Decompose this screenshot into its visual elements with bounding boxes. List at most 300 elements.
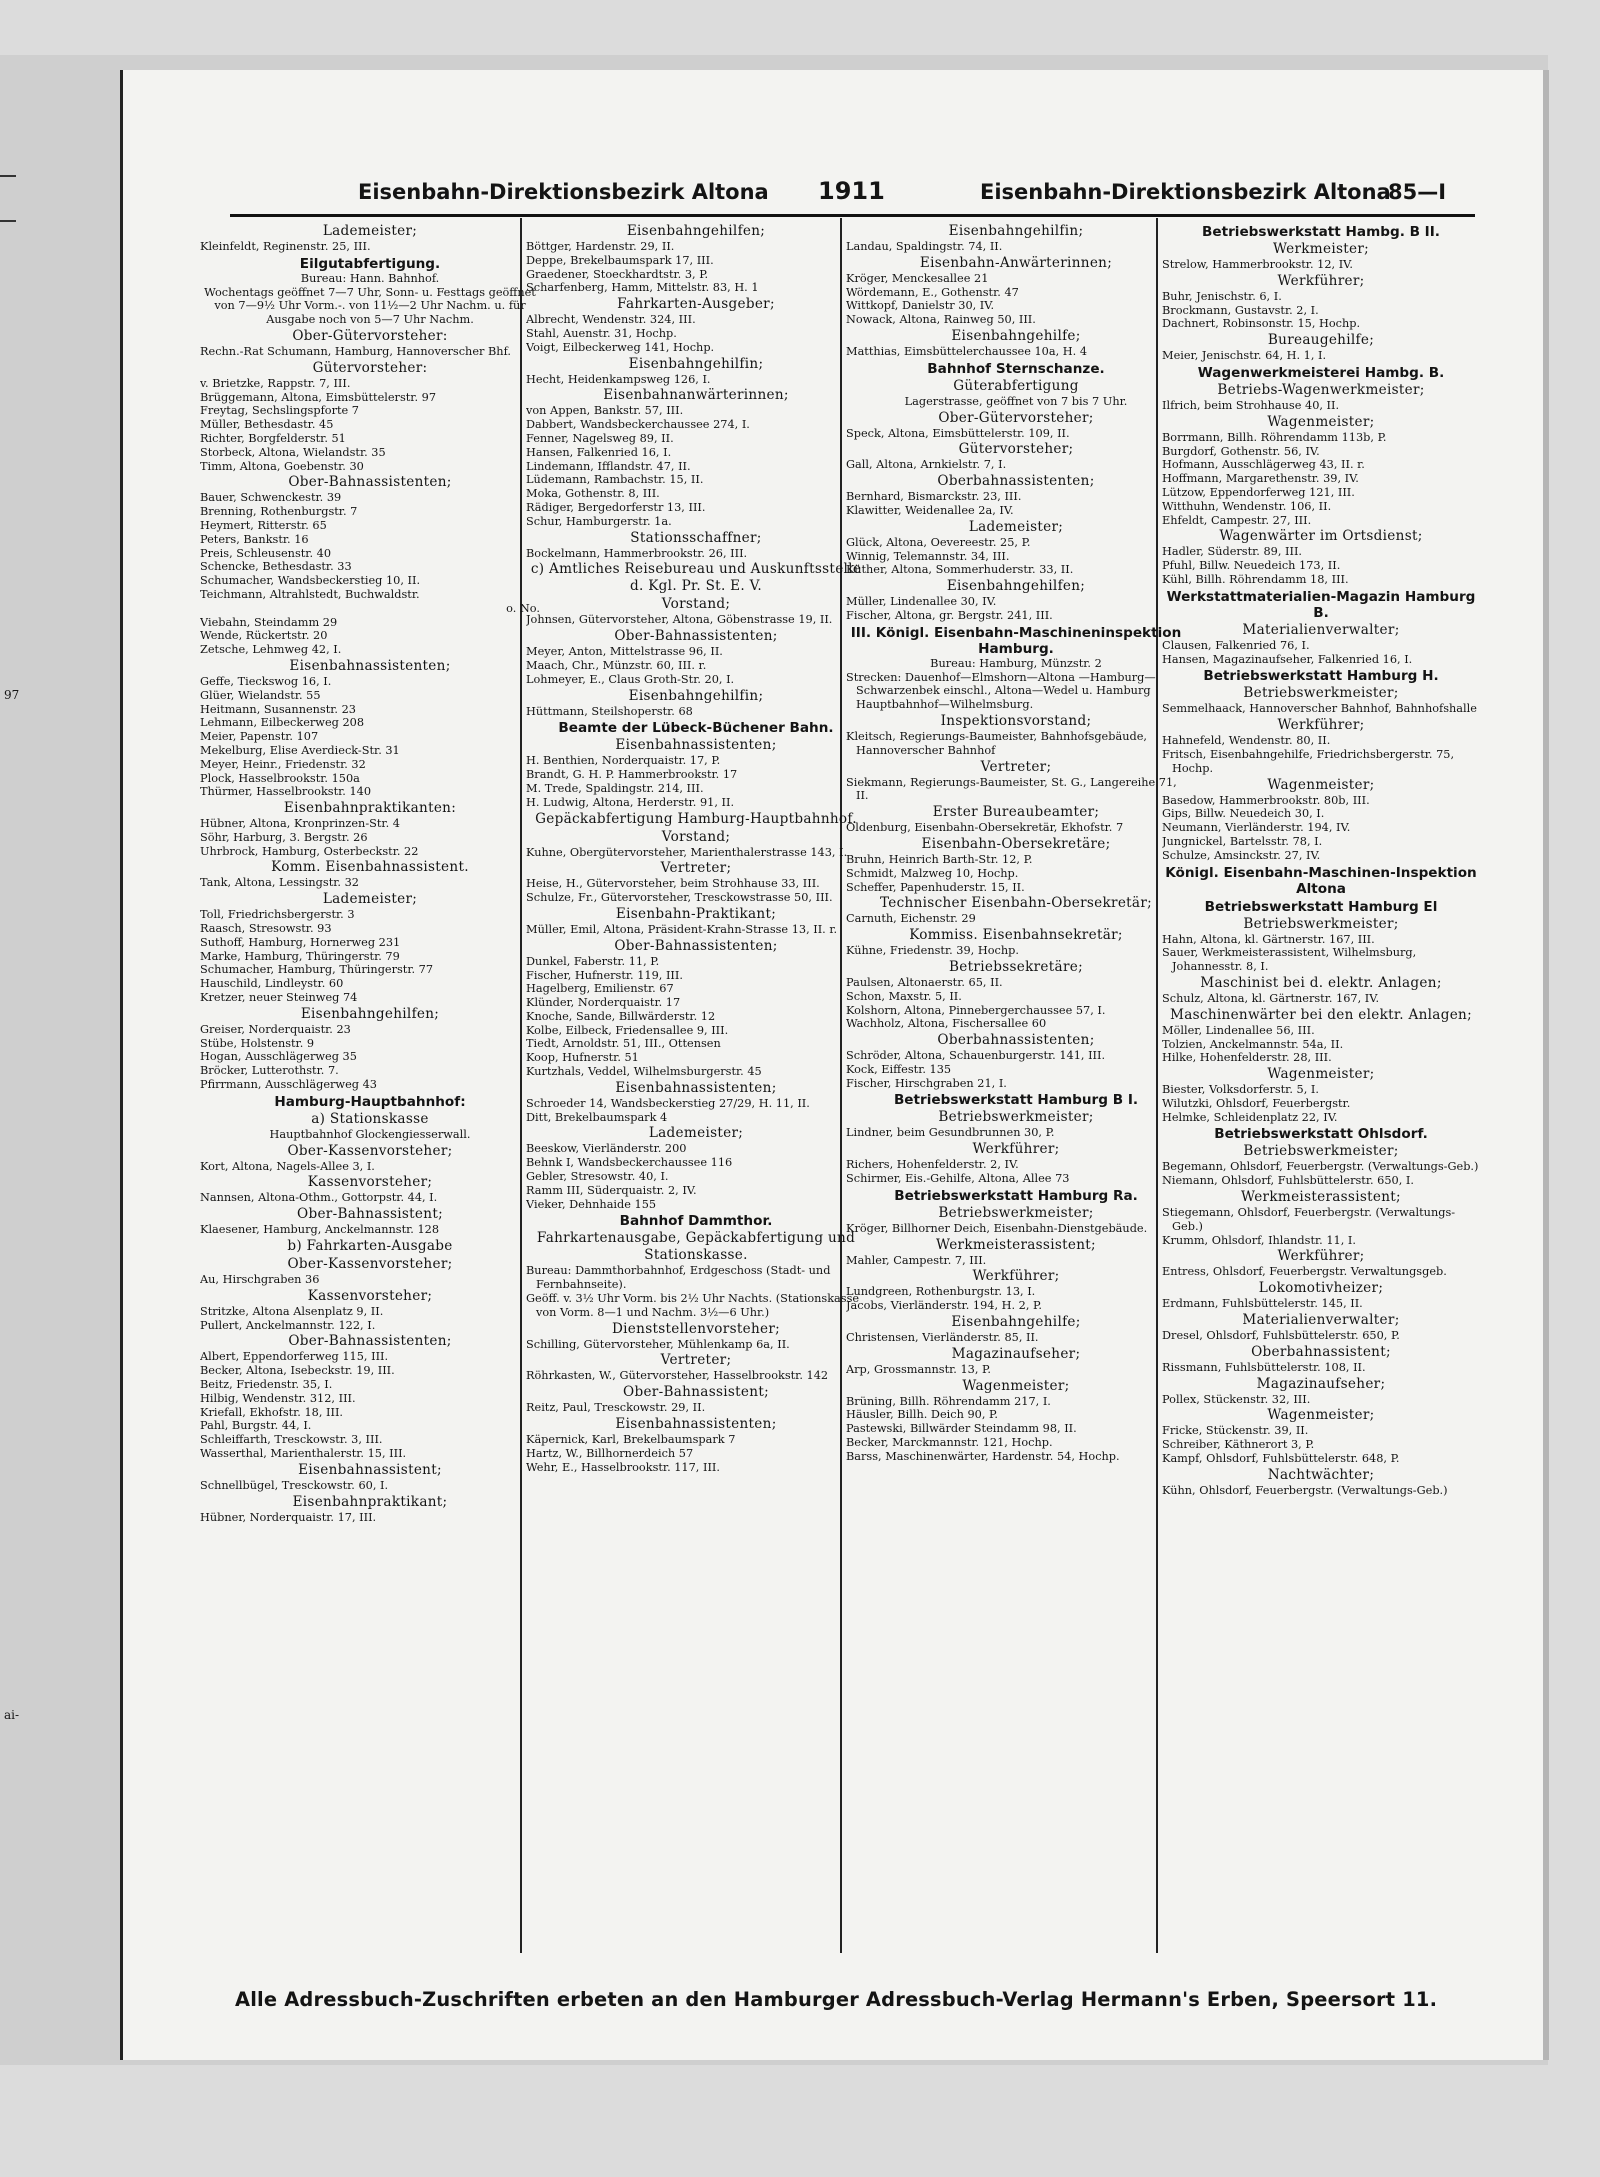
directory-entry: Kock, Eiffestr. 135 xyxy=(846,1062,952,1076)
directory-entry: Basedow, Hammerbrookstr. 80b, III. xyxy=(1162,793,1370,807)
directory-entry: Kühne, Friedenstr. 39, Hochp. xyxy=(846,944,1019,958)
directory-entry: Hahn, Altona, kl. Gärtnerstr. 167, III. xyxy=(1162,932,1375,946)
section-heading: Oberbahnassistent; xyxy=(1251,1343,1391,1360)
directory-entry: Pastewski, Billwärder Steindamm 98, II. xyxy=(846,1422,1077,1436)
section-heading: Betriebssekretäre; xyxy=(949,958,1083,975)
directory-entry: Entress, Ohlsdorf, Feuerbergstr. Verwaltungsgeb. xyxy=(1162,1265,1447,1279)
directory-entry: Glüer, Wielandstr. 55 xyxy=(200,688,321,702)
directory-entry: Lehmann, Eilbeckerweg 208 xyxy=(200,716,365,730)
directory-entry: Sauer, Werkmeisterassistent, Wilhelmsburg, Johannesstr. 8, I. xyxy=(1162,946,1417,974)
directory-entry: Marke, Hamburg, Thüringerstr. 79 xyxy=(200,949,400,963)
directory-entry: Geffe, Tieckswog 16, I. xyxy=(200,674,332,688)
section-heading: Eisenbahn-Obersekretäre; xyxy=(921,835,1111,852)
directory-entry: Strelow, Hammerbrookstr. 12, IV. xyxy=(1162,258,1353,271)
section-heading: Werkmeisterassistent; xyxy=(1241,1189,1401,1206)
directory-entry: Schulze, Fr., Gütervorsteher, Tresckowstrasse 50, III. xyxy=(526,891,833,905)
directory-entry: Jacobs, Vierländerstr. 194, H. 2, P. xyxy=(846,1299,1042,1313)
section-heading: Werkmeisterassistent; xyxy=(936,1236,1096,1253)
bold-section-heading: Betriebswerkstatt Hamburg B I. xyxy=(893,1092,1139,1109)
section-heading: Eisenbahnanwärterinnen; xyxy=(603,387,789,404)
directory-entry: Schleiffarth, Tresckowstr. 3, III. xyxy=(200,1433,383,1447)
directory-entry: Oldenburg, Eisenbahn-Obersekretär, Ekhofstr. 7 xyxy=(846,821,1124,835)
directory-entry: Kolbe, Eilbeck, Friedensallee 9, III. xyxy=(526,1023,729,1037)
directory-entry: Rädiger, Bergedorferstr 13, III. xyxy=(526,500,706,514)
directory-entry: Schröder, Altona, Schauenburgerstr. 141, III. xyxy=(846,1049,1106,1063)
bold-section-heading: Werkstattmaterialien-Magazin Hamburg B. xyxy=(1166,588,1476,621)
section-heading: Eisenbahngehilfen; xyxy=(626,223,766,239)
directory-entry: Albert, Eppendorferweg 115, III. xyxy=(200,1350,389,1364)
section-heading: Güterabfertigung xyxy=(953,377,1079,394)
directory-entry: Peters, Bankstr. 16 xyxy=(200,532,309,546)
directory-entry: Maach, Chr., Münzstr. 60, III. r. xyxy=(526,658,707,672)
directory-entry: Pahl, Burgstr. 44, I. xyxy=(200,1419,312,1433)
directory-entry: Schroeder 14, Wandsbeckerstieg 27/29, H. 11, II. xyxy=(526,1096,810,1110)
section-heading: Lademeister; xyxy=(322,891,418,908)
directory-entry: Tolzien, Anckelmannstr. 54a, II. xyxy=(1162,1037,1344,1051)
directory-entry: Schulz, Altona, kl. Gärtnerstr. 167, IV. xyxy=(1162,991,1380,1005)
directory-entry: Storbeck, Altona, Wielandstr. 35 xyxy=(200,445,386,459)
directory-entry: Hüttmann, Steilshoperstr. 68 xyxy=(526,704,693,718)
directory-entry: Hübner, Altona, Kronprinzen-Str. 4 xyxy=(200,817,400,831)
column-3 xyxy=(846,222,1186,1952)
directory-entry: Johnsen, Gütervorsteher, Altona, Göbenstrasse 19, II. xyxy=(526,613,833,627)
directory-entry: Kort, Altona, Nagels-Allee 3, I. xyxy=(200,1159,375,1173)
directory-entry: Meyer, Heinr., Friedenstr. 32 xyxy=(200,757,366,771)
section-heading: Kommiss. Eisenbahnsekretär; xyxy=(909,927,1123,944)
directory-entry: Schur, Hamburgerstr. 1a. xyxy=(526,514,672,528)
section-heading: Erster Bureaubeamter; xyxy=(932,804,1100,821)
section-heading: Lademeister; xyxy=(968,518,1064,535)
directory-entry: Plock, Hasselbrookstr. 150a xyxy=(200,771,360,785)
directory-entry: Dunkel, Faberstr. 11, P. xyxy=(526,954,660,968)
section-heading: Wagenmeister; xyxy=(1267,1407,1375,1424)
directory-entry: Stiegemann, Ohlsdorf, Feuerbergstr. (Verwaltungs-Geb.) xyxy=(1162,1206,1456,1233)
directory-entry: Becker, Altona, Isebeckstr. 19, III. xyxy=(200,1364,395,1378)
section-heading: Eisenbahngehilfin; xyxy=(628,687,764,704)
section-heading: Vorstand; xyxy=(661,828,731,845)
bold-section-heading: Königl. Eisenbahn-Maschinen-Inspektion Altona xyxy=(1165,864,1477,897)
directory-entry: Fischer, Hufnerstr. 119, III. xyxy=(526,968,683,982)
directory-entry: Wehr, E., Hasselbrookstr. 117, III. xyxy=(526,1460,720,1474)
directory-entry: von Appen, Bankstr. 57, III. xyxy=(526,404,684,418)
section-heading: Kassenvorsteher; xyxy=(307,1287,433,1304)
directory-entry: Dresel, Ohlsdorf, Fuhlsbüttelerstr. 650, P. xyxy=(1162,1329,1400,1343)
section-heading: Dienststellenvorsteher; xyxy=(611,1320,781,1337)
directory-entry: Niemann, Ohlsdorf, Fuhlsbüttelerstr. 650, I. xyxy=(1162,1174,1414,1188)
directory-entry: Kretzer, neuer Steinweg 74 xyxy=(200,991,358,1005)
section-heading: Werkführer; xyxy=(972,1141,1060,1158)
section-heading: Eisenbahnassistent; xyxy=(298,1461,442,1478)
section-heading: Wagenmeister; xyxy=(1267,776,1375,793)
directory-entry: Semmelhaack, Hannoverscher Bahnhof, Bahnhofshalle xyxy=(1162,702,1477,716)
section-heading: Eisenbahngehilfin; xyxy=(948,223,1084,239)
directory-entry: Schulze, Amsinckstr. 27, IV. xyxy=(1162,848,1321,862)
directory-entry: Heymert, Ritterstr. 65 xyxy=(200,518,327,532)
directory-entry: Bureau: Dammthorbahnhof, Erdgeschoss (Stadt- und Fernbahnseite). xyxy=(526,1264,831,1292)
directory-entry: Schnellbügel, Tresckowstr. 60, I. xyxy=(200,1478,389,1492)
directory-entry: Richers, Hohenfelderstr. 2, IV. xyxy=(846,1158,1019,1172)
section-note: Wochentags geöffnet 7—7 Uhr, Sonn- u. Festtags geöffnet von 7—9½ Uhr Vorm.-. von 11½—2 Uhr Nachm. u. für Ausgabe noch von 5—7 Uhr Nachm. xyxy=(204,285,536,327)
directory-entry: Möller, Lindenallee 56, III. xyxy=(1162,1023,1315,1037)
directory-entry: Kleinfeldt, Reginenstr. 25, III. xyxy=(200,240,371,253)
section-heading: Ober-Bahnassistenten; xyxy=(614,937,778,954)
directory-entry: Schon, Maxstr. 5, II. xyxy=(846,989,962,1003)
section-heading: Eisenbahn-Praktikant; xyxy=(615,905,777,922)
column-4 xyxy=(1162,222,1480,1952)
section-heading: Magazinaufseher; xyxy=(951,1345,1081,1362)
directory-entry: Nannsen, Altona-Othm., Gottorpstr. 44, I. xyxy=(200,1191,438,1205)
directory-entry: Dachnert, Robinsonstr. 15, Hochp. xyxy=(1162,317,1361,331)
directory-entry: Mekelburg, Elise Averdieck-Str. 31 xyxy=(200,743,400,757)
directory-entry: Kröger, Billhorner Deich, Eisenbahn-Dienstgebäude. xyxy=(846,1221,1148,1235)
directory-entry: Freytag, Sechslingspforte 7 xyxy=(200,404,359,418)
directory-entry: Deppe, Brekelbaumspark 17, III. xyxy=(526,253,714,267)
section-heading: Gepäckabfertigung Hamburg-Hauptbahnhof. xyxy=(535,810,857,827)
directory-entry: Pfuhl, Billw. Neuedeich 173, II. xyxy=(1162,559,1341,573)
section-heading: Komm. Eisenbahnassistent. xyxy=(271,859,469,876)
section-heading: Stationsschaffner; xyxy=(630,529,762,546)
directory-entry: Siekmann, Regierungs-Baumeister, St. G., Langereihe 71, II. xyxy=(846,775,1177,803)
section-heading: Maschinenwärter bei den elektr. Anlagen; xyxy=(1170,1006,1472,1023)
directory-entry: Biester, Volksdorferstr. 5, I. xyxy=(1162,1083,1319,1097)
directory-entry: Dabbert, Wandsbeckerchaussee 274, I. xyxy=(526,418,750,432)
entry-continuation: o. No. xyxy=(506,601,540,615)
section-note: Lagerstrasse, geöffnet von 7 bis 7 Uhr. xyxy=(904,394,1128,408)
bold-section-heading: Hamburg-Hauptbahnhof: xyxy=(274,1093,466,1110)
directory-entry: Thürmer, Hasselbrookstr. 140 xyxy=(200,785,372,799)
bold-section-heading: Beamte der Lübeck-Büchener Bahn. xyxy=(558,720,834,737)
section-heading: Lademeister; xyxy=(648,1125,744,1142)
directory-entry: Fenner, Nagelsweg 89, II. xyxy=(526,431,674,445)
directory-entry: Scheffer, Papenhuderstr. 15, II. xyxy=(846,880,1025,894)
bold-section-heading: Betriebswerkstatt Hamburg El xyxy=(1204,898,1438,915)
directory-entry: Helmke, Schleidenplatz 22, IV. xyxy=(1162,1110,1338,1124)
directory-entry: Röhrkasten, W., Gütervorsteher, Hasselbrookstr. 142 xyxy=(526,1369,829,1383)
section-heading: Eisenbahngehilfe; xyxy=(951,1314,1081,1331)
directory-entry: Kriefall, Ekhofstr. 18, III. xyxy=(200,1405,344,1419)
directory-entry: Hilbig, Wendenstr. 312, III. xyxy=(200,1391,356,1405)
directory-entry: Zetsche, Lehmweg 42, I. xyxy=(200,643,342,657)
directory-entry: Schilling, Gütervorsteher, Mühlenkamp 6a, II. xyxy=(526,1337,790,1351)
section-heading: Werkführer; xyxy=(1277,1248,1365,1265)
directory-entry: Graedener, Stoeckhardtstr. 3, P. xyxy=(526,267,709,281)
directory-entry: Burgdorf, Gothenstr. 56, IV. xyxy=(1162,444,1320,458)
directory-entry: Wördemann, E., Gothenstr. 47 xyxy=(846,285,1019,299)
directory-entry: Gips, Billw. Neuedeich 30, I. xyxy=(1162,807,1325,821)
directory-entry: Buhr, Jenischstr. 6, I. xyxy=(1162,289,1282,303)
directory-entry: Ramm III, Süderquaistr. 2, IV. xyxy=(526,1183,697,1197)
directory-entry: Käpernick, Karl, Brekelbaumspark 7 xyxy=(526,1433,736,1447)
directory-entry: Bruhn, Heinrich Barth-Str. 12, P. xyxy=(846,852,1033,866)
directory-entry: Voigt, Eilbeckerweg 141, Hochp. xyxy=(526,340,715,354)
directory-entry: Glück, Altona, Oevereestr. 25, P. xyxy=(846,535,1031,549)
directory-entry: Brandt, G. H. P. Hammerbrookstr. 17 xyxy=(526,768,738,782)
bold-section-heading: Betriebswerkstatt Ohlsdorf. xyxy=(1214,1126,1428,1143)
directory-entry: Kleitsch, Regierungs-Baumeister, Bahnhofsgebäude, Hannoverscher Bahnhof xyxy=(846,729,1147,757)
directory-entry: Küther, Altona, Sommerhuderstr. 33, II. xyxy=(846,563,1074,577)
directory-entry: Brockmann, Gustavstr. 2, I. xyxy=(1162,303,1319,317)
directory-entry: Bernhard, Bismarckstr. 23, III. xyxy=(846,490,1022,504)
directory-entry: Lundgreen, Rothenburgstr. 13, I. xyxy=(846,1285,1036,1299)
section-heading: Eisenbahngehilfe; xyxy=(951,327,1081,344)
bold-section-heading: Betriebswerkstatt Hamburg H. xyxy=(1203,668,1439,685)
section-heading: Eisenbahnpraktikant; xyxy=(292,1493,448,1510)
section-heading: Ober-Gütervorsteher: xyxy=(292,327,448,344)
directory-entry: Kurtzhals, Veddel, Wilhelmsburgerstr. 45 xyxy=(526,1065,762,1079)
directory-entry: Suthoff, Hamburg, Hornerweg 231 xyxy=(200,935,401,949)
directory-entry: Clausen, Falkenried 76, I. xyxy=(1162,638,1310,652)
directory-entry: Tiedt, Arnoldstr. 51, III., Ottensen xyxy=(526,1037,721,1051)
section-heading: Lademeister; xyxy=(322,223,418,239)
section-heading: Werkmeister; xyxy=(1272,241,1370,257)
section-heading: Maschinist bei d. elektr. Anlagen; xyxy=(1200,974,1442,991)
section-heading: Bureaugehilfe; xyxy=(1267,332,1375,349)
directory-entry: Heise, H., Gütervorsteher, beim Strohhause 33, III. xyxy=(526,877,820,891)
directory-entry: Wachholz, Altona, Fischersallee 60 xyxy=(846,1017,1047,1031)
directory-entry: Raasch, Stresowstr. 93 xyxy=(200,922,332,936)
directory-entry: Ilfrich, beim Strohhause 40, II. xyxy=(1162,398,1340,412)
section-note: Bureau: Hann. Bahnhof. xyxy=(300,271,440,285)
directory-entry: Reitz, Paul, Tresckowstr. 29, II. xyxy=(526,1401,706,1415)
margin-mark xyxy=(0,220,16,222)
directory-entry: Meier, Jenischstr. 64, H. 1, I. xyxy=(1162,349,1327,363)
directory-entry: Hoffmann, Margarethenstr. 39, IV. xyxy=(1162,472,1359,486)
directory-entry: Klünder, Norderquaistr. 17 xyxy=(526,996,681,1010)
directory-entry: Lützow, Eppendorferweg 121, III. xyxy=(1162,485,1355,499)
directory-entry: Barss, Maschinenwärter, Hardenstr. 54, Hochp. xyxy=(846,1449,1120,1463)
directory-entry: Wasserthal, Marienthalerstr. 15, III. xyxy=(200,1447,407,1460)
section-heading: Gütervorsteher: xyxy=(312,359,428,376)
section-heading: Eisenbahngehilfen; xyxy=(946,578,1086,595)
header-rule xyxy=(230,214,1475,217)
directory-entry: Kröger, Menckesallee 21 xyxy=(846,271,989,285)
bold-section-heading: Wagenwerkmeisterei Hambg. B. xyxy=(1197,364,1445,381)
section-heading: c) Amtliches Reisebureau und Auskunftsstelle d. Kgl. Pr. St. E. V. xyxy=(530,561,862,595)
directory-entry: Behnk I, Wandsbeckerchaussee 116 xyxy=(526,1156,733,1170)
section-heading: Technischer Eisenbahn-Obersekretär; xyxy=(879,895,1153,912)
section-heading: Materialienverwalter; xyxy=(1242,621,1400,638)
directory-entry: Schreiber, Käthnerort 3, P. xyxy=(1162,1438,1315,1452)
directory-entry: Lindner, beim Gesundbrunnen 30, P. xyxy=(846,1126,1055,1140)
directory-entry: Schmidt, Malzweg 10, Hochp. xyxy=(846,866,1019,880)
directory-entry: Matthias, Eimsbüttelerchaussee 10a, H. 4 xyxy=(846,344,1088,358)
directory-entry: Schencke, Bethesdastr. 33 xyxy=(200,560,352,574)
section-heading: Betriebswerkmeister; xyxy=(1243,915,1399,932)
directory-entry: Müller, Lindenallee 30, IV. xyxy=(846,595,997,609)
section-heading: Betriebswerkmeister; xyxy=(938,1204,1094,1221)
section-heading: Eisenbahnassistenten; xyxy=(289,657,451,674)
directory-entry: Rechn.-Rat Schumann, Hamburg, Hannoverscher Bhf. xyxy=(200,344,511,358)
section-heading: Ober-Bahnassistent; xyxy=(297,1206,443,1223)
directory-entry: Witthuhn, Wendenstr. 106, II. xyxy=(1162,499,1332,513)
directory-entry: Timm, Altona, Goebenstr. 30 xyxy=(200,459,364,473)
directory-entry: Paulsen, Altonaerstr. 65, II. xyxy=(846,975,1003,989)
directory-entry: Schumacher, Hamburg, Thüringerstr. 77 xyxy=(200,963,434,977)
directory-entry: Christensen, Vierländerstr. 85, II. xyxy=(846,1331,1039,1345)
directory-entry: Hofmann, Ausschlägerweg 43, II. r. xyxy=(1162,458,1365,472)
directory-entry: Erdmann, Fuhlsbüttelerstr. 145, II. xyxy=(1162,1297,1363,1311)
directory-entry: Becker, Marckmannstr. 121, Hochp. xyxy=(846,1436,1053,1450)
directory-entry: Kolshorn, Altona, Pinnebergerchaussee 57, I. xyxy=(846,1003,1106,1017)
section-heading: Kassenvorsteher; xyxy=(307,1174,433,1191)
section-heading: Wagenwärter im Ortsdienst; xyxy=(1219,528,1423,545)
directory-entry: Fritsch, Eisenbahngehilfe, Friedrichsbergerstr. 75, Hochp. xyxy=(1162,747,1455,775)
directory-entry: Geöff. v. 3½ Uhr Vorm. bis 2½ Uhr Nachts. (Stationskasse von Vorm. 8—1 und Nachm. 3½—6 Uhr.) xyxy=(526,1292,860,1319)
section-heading: Ober-Bahnassistenten; xyxy=(288,1333,452,1350)
bold-section-heading: Bahnhof Dammthor. xyxy=(619,1213,773,1230)
directory-entry: Preis, Schleusenstr. 40 xyxy=(200,546,332,560)
section-heading: Nachtwächter; xyxy=(1267,1466,1375,1483)
section-heading: Betriebswerkmeister; xyxy=(1243,1143,1399,1160)
directory-entry: Au, Hirschgraben 36 xyxy=(200,1273,320,1287)
directory-entry: Häusler, Billh. Deich 90, P. xyxy=(846,1408,998,1422)
directory-entry: Winnig, Telemannstr. 34, III. xyxy=(846,549,1010,563)
directory-entry: Hartz, W., Billhornerdeich 57 xyxy=(526,1446,694,1460)
section-heading: Lokomotivheizer; xyxy=(1258,1280,1384,1297)
directory-entry: Neumann, Vierländerstr. 194, IV. xyxy=(1162,821,1351,835)
directory-entry: Moka, Gothenstr. 8, III. xyxy=(526,487,660,501)
margin-fragment: ai- xyxy=(4,1708,20,1722)
directory-entry: Viebahn, Steindamm 29 xyxy=(200,615,338,629)
column-2 xyxy=(526,222,866,1952)
section-heading: Eisenbahnpraktikanten: xyxy=(283,800,457,817)
directory-entry: Böttger, Hardenstr. 29, II. xyxy=(526,240,675,253)
directory-entry: Richter, Borgfelderstr. 51 xyxy=(200,431,346,445)
section-heading: a) Stationskasse xyxy=(311,1110,429,1127)
section-heading: Eisenbahnassistenten; xyxy=(615,1416,777,1433)
section-heading: Betriebswerkmeister; xyxy=(938,1109,1094,1126)
directory-entry: Begemann, Ohlsdorf, Feuerbergstr. (Verwaltungs-Geb.) xyxy=(1162,1160,1479,1174)
directory-entry: Wende, Rückertstr. 20 xyxy=(200,629,328,643)
directory-entry: Wittkopf, Danielstr 30, IV. xyxy=(846,299,995,313)
directory-entry: Beeskow, Vierländerstr. 200 xyxy=(526,1142,687,1156)
directory-entry: Landau, Spaldingstr. 74, II. xyxy=(846,240,1003,253)
margin-number: 97 xyxy=(4,688,20,702)
directory-entry: Brenning, Rothenburgstr. 7 xyxy=(200,505,358,519)
header-left: Eisenbahn-Direktionsbezirk Altona xyxy=(358,180,769,204)
section-heading: Vertreter; xyxy=(660,1352,732,1369)
directory-entry: Hadler, Süderstr. 89, III. xyxy=(1162,545,1303,559)
directory-entry: Müller, Emil, Altona, Präsident-Krahn-Strasse 13, II. r. xyxy=(526,922,838,936)
directory-entry: Fischer, Hirschgraben 21, I. xyxy=(846,1076,1007,1090)
directory-entry: Klaesener, Hamburg, Anckelmannstr. 128 xyxy=(200,1223,440,1237)
section-heading: Ober-Bahnassistent; xyxy=(623,1384,769,1401)
directory-entry: M. Trede, Spaldingstr. 214, III. xyxy=(526,781,704,795)
section-note: Hauptbahnhof Glockengiesserwall. xyxy=(269,1127,471,1141)
section-heading: Ober-Bahnassistenten; xyxy=(614,628,778,645)
directory-entry: Arp, Grossmannstr. 13, P. xyxy=(846,1362,991,1376)
directory-entry: Toll, Friedrichsbergerstr. 3 xyxy=(200,908,355,922)
directory-entry: Hansen, Magazinaufseher, Falkenried 16, I. xyxy=(1162,652,1413,666)
directory-entry: Borrmann, Billh. Röhrendamm 113b, P. xyxy=(1162,430,1387,444)
directory-entry: Koop, Hufnerstr. 51 xyxy=(526,1051,639,1065)
directory-entry: Carnuth, Eichenstr. 29 xyxy=(846,912,976,926)
directory-entry: Krumm, Ohlsdorf, Ihlandstr. 11, I. xyxy=(1162,1233,1356,1247)
directory-entry: Hagelberg, Emilienstr. 67 xyxy=(526,982,674,996)
section-heading: Ober-Kassenvorsteher; xyxy=(287,1142,453,1159)
directory-entry: Tank, Altona, Lessingstr. 32 xyxy=(200,876,359,890)
section-heading: Wagenmeister; xyxy=(962,1377,1070,1394)
directory-entry: Fricke, Stückenstr. 39, II. xyxy=(1162,1424,1309,1438)
page-number: 85—I xyxy=(1388,180,1447,204)
section-heading: Wagenmeister; xyxy=(1267,1066,1375,1083)
directory-entry: Hecht, Heidenkampsweg 126, I. xyxy=(526,372,711,386)
directory-entry: Pfirrmann, Ausschlägerweg 43 xyxy=(200,1078,377,1092)
directory-entry: Bauer, Schwenckestr. 39 xyxy=(200,491,342,505)
directory-entry: Lüdemann, Rambachstr. 15, II. xyxy=(526,473,704,487)
directory-entry: Beitz, Friedenstr. 35, I. xyxy=(200,1378,333,1392)
directory-entry: Teichmann, Altrahlstedt, Buchwaldstr. xyxy=(200,587,420,601)
directory-entry: H. Benthien, Norderquaistr. 17, P. xyxy=(526,754,721,768)
directory-entry: H. Ludwig, Altona, Herderstr. 91, II. xyxy=(526,795,735,809)
section-heading: Wagenmeister; xyxy=(1267,413,1375,430)
section-heading: Oberbahnassistenten; xyxy=(937,473,1095,490)
publisher-footer: Alle Adressbuch-Zuschriften erbeten an den Hamburger Adressbuch-Verlag Hermann's Erben, Speersort 11. xyxy=(235,1988,1438,2011)
section-heading: Werkführer; xyxy=(1277,272,1365,289)
directory-entry: Söhr, Harburg, 3. Bergstr. 26 xyxy=(200,830,368,844)
directory-entry: Albrecht, Wendenstr. 324, III. xyxy=(526,313,696,327)
section-heading: Fahrkartenausgabe, Gepäckabfertigung und Stationskasse. xyxy=(536,1230,856,1264)
section-heading: Oberbahnassistenten; xyxy=(937,1032,1095,1049)
section-heading: Eisenbahngehilfen; xyxy=(300,1005,440,1022)
directory-entry: Schirmer, Eis.-Gehilfe, Altona, Allee 73 xyxy=(846,1172,1070,1186)
directory-entry: Nowack, Altona, Rainweg 50, III. xyxy=(846,313,1036,327)
section-heading: Eisenbahn-Anwärterinnen; xyxy=(919,254,1113,271)
directory-entry: Brüggemann, Altona, Eimsbüttelerstr. 97 xyxy=(200,390,437,404)
directory-entry: Vieker, Dehnhaide 155 xyxy=(526,1197,657,1211)
section-heading: Ober-Bahnassistenten; xyxy=(288,474,452,491)
section-heading: Ober-Kassenvorsteher; xyxy=(287,1256,453,1273)
directory-entry: Knoche, Sande, Billwärderstr. 12 xyxy=(526,1009,716,1023)
directory-entry: Jungnickel, Bartelsstr. 78, I. xyxy=(1162,834,1323,848)
directory-entry: Hogan, Ausschlägerweg 35 xyxy=(200,1050,357,1064)
directory-entry: Kühl, Billh. Röhrendamm 18, III. xyxy=(1162,572,1349,586)
directory-entry: Bockelmann, Hammerbrookstr. 26, III. xyxy=(526,546,748,560)
directory-entry: Hahnefeld, Wendenstr. 80, II. xyxy=(1162,734,1331,748)
section-heading: Werkführer; xyxy=(1277,717,1365,734)
bold-section-heading: Betriebswerkstatt Hamburg Ra. xyxy=(894,1187,1138,1204)
directory-entry: Gebler, Stresowstr. 40, I. xyxy=(526,1170,669,1184)
directory-entry: Fischer, Altona, gr. Bergstr. 241, III. xyxy=(846,608,1053,622)
section-heading: Fahrkarten-Ausgeber; xyxy=(617,296,775,313)
page-header xyxy=(230,177,1470,214)
directory-entry: Heitmann, Susannenstr. 23 xyxy=(200,702,356,716)
section-note: Bureau: Hamburg, Münzstr. 2 xyxy=(930,656,1102,670)
directory-entry: Rissmann, Fuhlsbüttelerstr. 108, II. xyxy=(1162,1360,1366,1374)
directory-entry: Hilke, Hohenfelderstr. 28, III. xyxy=(1162,1051,1332,1065)
section-heading: Ober-Gütervorsteher; xyxy=(938,409,1094,426)
directory-entry: Stritzke, Altona Alsenplatz 9, II. xyxy=(200,1304,384,1318)
section-heading: Gütervorsteher; xyxy=(958,441,1074,458)
section-heading: Werkführer; xyxy=(972,1268,1060,1285)
directory-entry: Greiser, Norderquaistr. 23 xyxy=(200,1022,351,1036)
section-heading: Magazinaufseher; xyxy=(1256,1375,1386,1392)
directory-entry: Meier, Papenstr. 107 xyxy=(200,730,319,744)
directory-entry: Kuhne, Obergütervorsteher, Marienthalerstrasse 143, I. xyxy=(526,845,848,859)
directory-entry: Meyer, Anton, Mittelstrasse 96, II. xyxy=(526,645,723,659)
section-heading: Eisenbahnassistenten; xyxy=(615,737,777,754)
directory-entry: Lindemann, Ifflandstr. 47, II. xyxy=(526,459,691,473)
directory-entry: Hansen, Falkenried 16, I. xyxy=(526,445,672,459)
directory-entry: Strecken: Dauenhof—Elmshorn—Altona —Hamburg—Schwarzenbek einschl., Altona—Wedel u. Hamburg Hauptbahnhof—Wilhelmsburg. xyxy=(846,670,1156,712)
bold-section-heading: Betriebswerkstatt Hambg. B II. xyxy=(1202,224,1440,240)
directory-entry: Ehfeldt, Campestr. 27, III. xyxy=(1162,513,1312,527)
directory-entry: Brüning, Billh. Röhrendamm 217, I. xyxy=(846,1394,1051,1408)
directory-entry: Pollex, Stückenstr. 32, III. xyxy=(1162,1392,1311,1406)
section-heading: Betriebswerkmeister; xyxy=(1243,685,1399,702)
directory-entry: Gall, Altona, Arnkielstr. 7, I. xyxy=(846,458,1007,472)
directory-entry: Stahl, Auenstr. 31, Hochp. xyxy=(526,326,677,340)
